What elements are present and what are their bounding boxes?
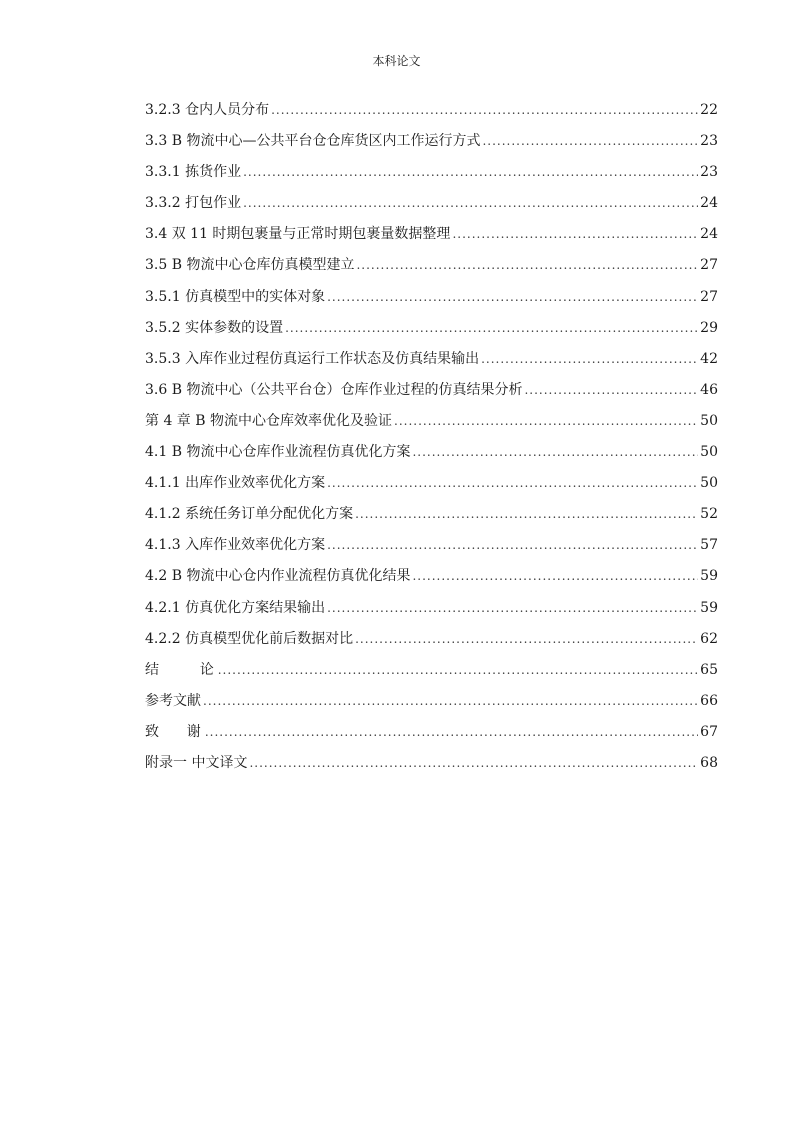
toc-entry-title: 参考文献: [145, 692, 201, 709]
toc-entry-title: 3.3.2 打包作业: [145, 195, 242, 212]
toc-entry[interactable]: [145, 224, 718, 255]
toc-entry-title: 4.1.1 出库作业效率优化方案: [145, 475, 326, 492]
toc-dot-leader: [218, 660, 698, 680]
toc-entry[interactable]: [145, 100, 718, 131]
toc-entry-page: 27: [700, 288, 718, 305]
toc-dot-leader: [249, 753, 698, 773]
toc-entry-page: 29: [700, 319, 718, 336]
toc-entry[interactable]: [145, 753, 718, 784]
toc-entry-page: 23: [700, 164, 718, 181]
toc-entry-title: 3.4 双 11 时期包裹量与正常时期包裹量数据整理: [145, 226, 451, 243]
toc-dot-leader: [327, 535, 698, 555]
toc-entry-page: 66: [700, 692, 718, 709]
toc-dot-leader: [285, 318, 698, 338]
toc-dot-leader: [203, 691, 698, 711]
toc-dot-leader: [327, 598, 698, 618]
toc-entry[interactable]: [145, 566, 718, 597]
toc-dot-leader: [482, 131, 698, 151]
toc-dot-leader: [524, 380, 698, 400]
toc-entry[interactable]: [145, 504, 718, 535]
toc-dot-leader: [412, 442, 698, 462]
toc-dot-leader: [355, 504, 698, 524]
toc-entry[interactable]: [145, 255, 718, 286]
toc-dot-leader: [412, 566, 698, 586]
toc-entry-title: 4.2.2 仿真模型优化前后数据对比: [145, 630, 354, 647]
toc-entry-title: 3.5 B 物流中心仓库仿真模型建立: [145, 257, 355, 274]
toc-entry-page: 50: [700, 412, 718, 429]
toc-entry-title: 3.2.3 仓内人员分布: [145, 102, 270, 118]
toc-entry-page: 27: [700, 257, 718, 274]
toc-entry[interactable]: [145, 349, 718, 380]
toc-entry[interactable]: [145, 660, 718, 691]
toc-entry[interactable]: [145, 691, 718, 722]
toc-dot-leader: [243, 162, 698, 182]
toc-entry-title: 4.1.3 入库作业效率优化方案: [145, 537, 326, 554]
toc-entry-page: 52: [700, 506, 718, 523]
toc-entry-page: 67: [700, 723, 718, 740]
toc-entry[interactable]: [145, 442, 718, 473]
toc-entry-title: 3.5.3 入库作业过程仿真运行工作状态及仿真结果输出: [145, 350, 480, 367]
toc-entry[interactable]: [145, 193, 718, 224]
toc-entry-title: 附录一 中文译文: [145, 754, 248, 771]
toc-entry[interactable]: [145, 131, 718, 162]
toc-entry-title: 4.2 B 物流中心仓内作业流程仿真优化结果: [145, 568, 411, 585]
toc-entry-page: 57: [700, 537, 718, 554]
toc-dot-leader: [394, 411, 698, 431]
toc-entry-page: 62: [700, 630, 718, 647]
toc-entry[interactable]: [145, 629, 718, 660]
toc-entry-title: 致 谢: [145, 723, 203, 740]
toc-entry[interactable]: [145, 535, 718, 566]
toc-entry[interactable]: [145, 411, 718, 442]
toc-dot-leader: [327, 287, 698, 307]
toc-dot-leader: [243, 193, 698, 213]
toc-dot-leader: [205, 722, 698, 742]
toc-entry[interactable]: [145, 318, 718, 349]
toc-entry-page: 42: [700, 350, 718, 367]
toc-entry-page: 59: [700, 568, 718, 585]
toc-entry-page: 46: [700, 381, 718, 398]
toc-entry-page: 50: [700, 444, 718, 461]
toc-entry-title: 3.5.1 仿真模型中的实体对象: [145, 288, 326, 305]
toc-dot-leader: [452, 224, 698, 244]
toc-entry[interactable]: [145, 287, 718, 318]
toc-entry-title: 4.1 B 物流中心仓库作业流程仿真优化方案: [145, 444, 411, 461]
toc-entry-title: 第 4 章 B 物流中心仓库效率优化及验证: [145, 412, 392, 429]
toc-entry[interactable]: [145, 722, 718, 753]
toc-entry-title: 4.2.1 仿真优化方案结果输出: [145, 599, 326, 616]
toc-entry-title: 3.3 B 物流中心—公共平台仓仓库货区内工作运行方式: [145, 133, 481, 150]
toc-dot-leader: [356, 255, 698, 275]
toc-entry-title: 结 论: [145, 661, 216, 678]
page-header-title: 本科论文: [372, 54, 421, 68]
table-of-contents: [145, 100, 718, 784]
toc-entry-page: 65: [700, 661, 718, 678]
toc-entry[interactable]: [145, 380, 718, 411]
toc-entry-title: 3.6 B 物流中心（公共平台仓）仓库作业过程的仿真结果分析: [145, 381, 523, 398]
toc-entry-page: 24: [700, 226, 718, 243]
toc-entry-page: 24: [700, 195, 718, 212]
toc-entry-page: 59: [700, 599, 718, 616]
toc-entry[interactable]: [145, 473, 718, 504]
toc-dot-leader: [355, 629, 698, 649]
toc-entry-title: 3.5.2 实体参数的设置: [145, 319, 284, 336]
toc-entry-page: 68: [700, 754, 718, 771]
toc-entry-page: 22: [700, 102, 718, 118]
toc-entry-title: 4.1.2 系统任务订单分配优化方案: [145, 506, 354, 523]
toc-entry-page: 23: [700, 133, 718, 150]
toc-entry-page: 50: [700, 475, 718, 492]
toc-dot-leader: [327, 473, 698, 493]
toc-entry-title: 3.3.1 拣货作业: [145, 164, 242, 181]
toc-entry[interactable]: [145, 162, 718, 193]
toc-dot-leader: [271, 100, 698, 120]
toc-dot-leader: [481, 349, 698, 369]
toc-entry[interactable]: [145, 598, 718, 629]
